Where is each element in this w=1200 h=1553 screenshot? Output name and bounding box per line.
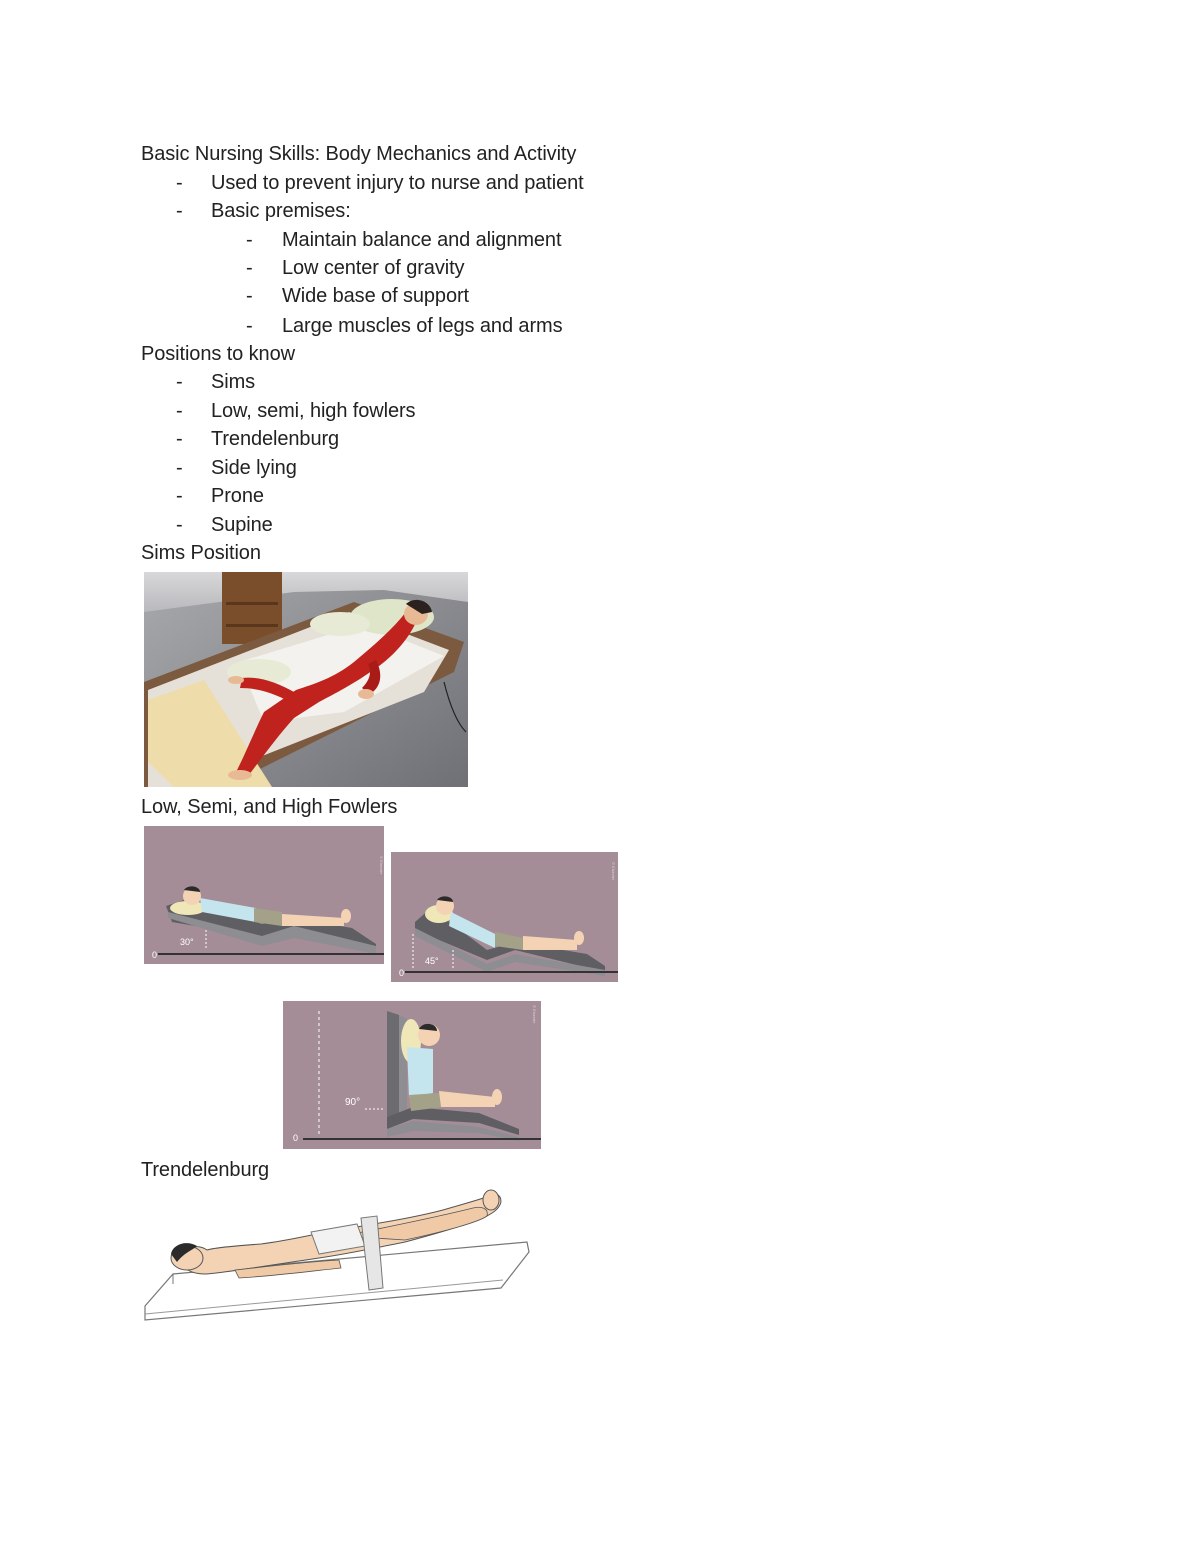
bullet-marker: -: [176, 371, 183, 393]
trendelenburg-illustration: [143, 1188, 531, 1324]
bullet-premises: Basic premises:: [211, 200, 351, 222]
position-item: Supine: [211, 514, 273, 536]
bullet-marker: -: [246, 229, 253, 251]
premise-item: Large muscles of legs and arms: [282, 315, 563, 337]
document-title: Basic Nursing Skills: Body Mechanics and Activity: [141, 143, 577, 165]
position-item: Side lying: [211, 457, 297, 479]
angle-label-low: 30°: [180, 937, 194, 947]
bullet-marker: -: [176, 514, 183, 536]
trendelenburg-heading: Trendelenburg: [141, 1159, 270, 1181]
premise-item: Low center of gravity: [282, 257, 465, 279]
fowlers-heading: Low, Semi, and High Fowlers: [141, 796, 398, 818]
sims-position-photo: [144, 572, 468, 787]
angle-label-high: 90°: [345, 1097, 361, 1108]
bullet-marker: -: [246, 315, 253, 337]
svg-text:© Elsevier: © Elsevier: [611, 862, 616, 881]
bullet-marker: -: [246, 257, 253, 279]
bullet-purpose: Used to prevent injury to nurse and patient: [211, 172, 584, 194]
high-fowler-figure: [283, 1001, 541, 1149]
semi-fowler-figure: [391, 852, 618, 982]
bullet-marker: -: [176, 428, 183, 450]
angle-label-semi: 45°: [425, 956, 439, 966]
bullet-marker: -: [176, 400, 183, 422]
bullet-marker: -: [176, 485, 183, 507]
bullet-marker: -: [176, 457, 183, 479]
position-item: Prone: [211, 485, 264, 507]
position-item: Low, semi, high fowlers: [211, 400, 416, 422]
premise-item: Wide base of support: [282, 285, 469, 307]
premise-item: Maintain balance and alignment: [282, 229, 562, 251]
positions-heading: Positions to know: [141, 343, 295, 365]
svg-text:© Elsevier: © Elsevier: [379, 856, 384, 875]
baseline-label-high: 0: [293, 1133, 299, 1143]
low-fowler-figure: [144, 826, 384, 964]
bullet-marker: -: [176, 200, 183, 222]
position-item: Trendelenburg: [211, 428, 340, 450]
sims-heading: Sims Position: [141, 542, 261, 564]
baseline-label-semi: 0: [399, 968, 405, 978]
svg-text:© Elsevier: © Elsevier: [532, 1005, 537, 1024]
baseline-label-low: 0: [152, 950, 158, 960]
bullet-marker: -: [176, 172, 183, 194]
position-item: Sims: [211, 371, 256, 393]
bullet-marker: -: [246, 285, 253, 307]
